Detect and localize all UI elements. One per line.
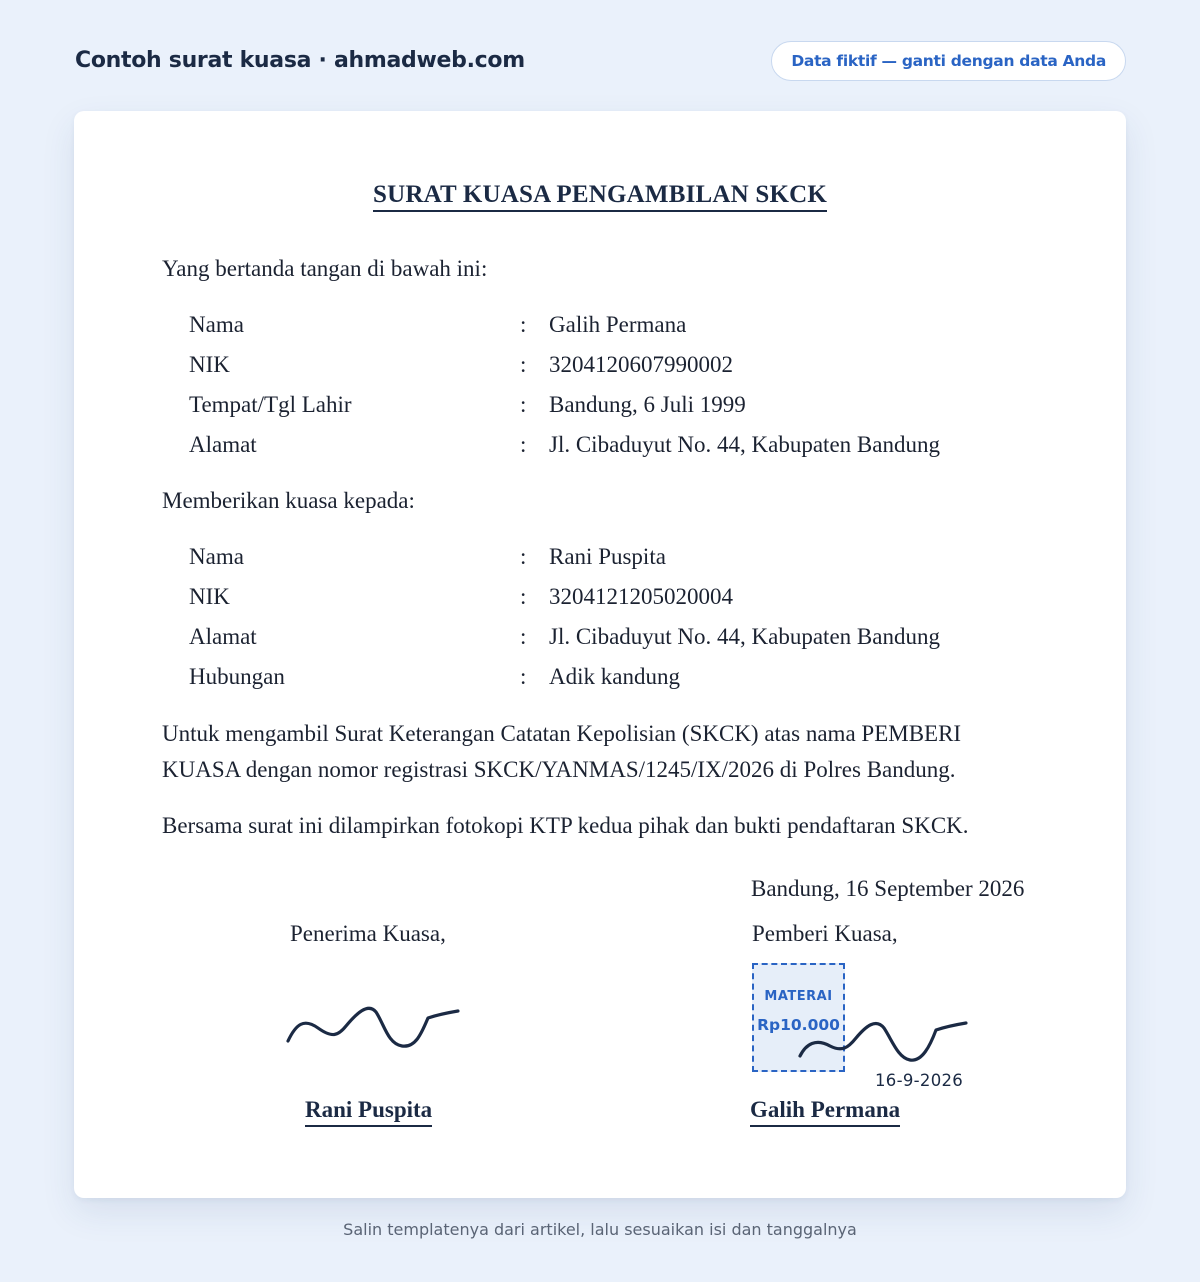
place-date: Bandung, 16 September 2026	[751, 876, 1025, 901]
field-value: Adik kandung	[549, 664, 680, 689]
giver-signature	[796, 1016, 976, 1076]
giver-name: Galih Permana	[750, 1096, 900, 1127]
field-value: Bandung, 6 Juli 1999	[549, 392, 746, 417]
signature-date: 16-9-2026	[875, 1071, 964, 1090]
receiver-signature	[284, 996, 464, 1056]
field-value: Galih Permana	[549, 312, 687, 337]
field-label: NIK	[189, 584, 230, 609]
purpose-line-1: Untuk mengambil Surat Keterangan Catatan Kepolisian (SKCK) atas nama PEMBERI	[162, 721, 962, 746]
field-value: Rani Puspita	[549, 544, 666, 569]
grantee-row-relationship	[189, 659, 1089, 695]
colon: :	[520, 432, 527, 457]
fictional-data-badge: Data fiktif — ganti dengan data Anda	[771, 41, 1126, 81]
colon: :	[520, 624, 527, 649]
field-label: Nama	[189, 544, 244, 569]
grantee-row-address	[189, 619, 1089, 655]
header-bar	[75, 40, 1126, 84]
field-label: Hubungan	[189, 664, 285, 689]
document-title-text: SURAT KUASA PENGAMBILAN SKCK	[373, 181, 827, 212]
grant-intro-text: Memberikan kuasa kepada:	[162, 488, 415, 513]
field-value: 3204120607990002	[549, 352, 733, 377]
colon: :	[520, 584, 527, 609]
footer-note: Salin templatenya dari artikel, lalu sesuaikan isi dan tanggalnya	[343, 1220, 857, 1239]
field-label: Alamat	[189, 624, 257, 649]
giver-role: Pemberi Kuasa,	[752, 921, 898, 946]
intro-text: Yang bertanda tangan di bawah ini:	[162, 256, 488, 281]
stamp-value: Rp10.000	[757, 1016, 840, 1034]
receiver-role: Penerima Kuasa,	[290, 921, 446, 946]
field-label: Nama	[189, 312, 244, 337]
grantee-row-nik	[189, 579, 1089, 615]
field-value: Jl. Cibaduyut No. 44, Kabupaten Bandung	[549, 432, 940, 457]
grantor-row-nik	[189, 347, 1089, 383]
field-label: NIK	[189, 352, 230, 377]
field-value: Jl. Cibaduyut No. 44, Kabupaten Bandung	[549, 624, 940, 649]
grantee-row-name	[189, 539, 1089, 575]
receiver-name: Rani Puspita	[305, 1096, 432, 1127]
site-title: Contoh surat kuasa · ahmadweb.com	[75, 48, 525, 73]
stamp-label: MATERAI	[764, 989, 833, 1004]
grantor-row-birth	[189, 387, 1089, 423]
colon: :	[520, 352, 527, 377]
grantor-row-name	[189, 307, 1089, 343]
purpose-line-2: KUASA dengan nomor registrasi SKCK/YANMAS/1245/IX/2026 di Polres Bandung.	[162, 757, 956, 782]
colon: :	[520, 544, 527, 569]
letter-paper	[74, 111, 1126, 1198]
document-title	[74, 181, 1126, 209]
grantor-row-address	[189, 427, 1089, 463]
colon: :	[520, 312, 527, 337]
colon: :	[520, 392, 527, 417]
attachment-text: Bersama surat ini dilampirkan fotokopi KTP kedua pihak dan bukti pendaftaran SKCK.	[162, 813, 969, 838]
field-value: 3204121205020004	[549, 584, 733, 609]
field-label: Alamat	[189, 432, 257, 457]
field-label: Tempat/Tgl Lahir	[189, 392, 352, 417]
colon: :	[520, 664, 527, 689]
